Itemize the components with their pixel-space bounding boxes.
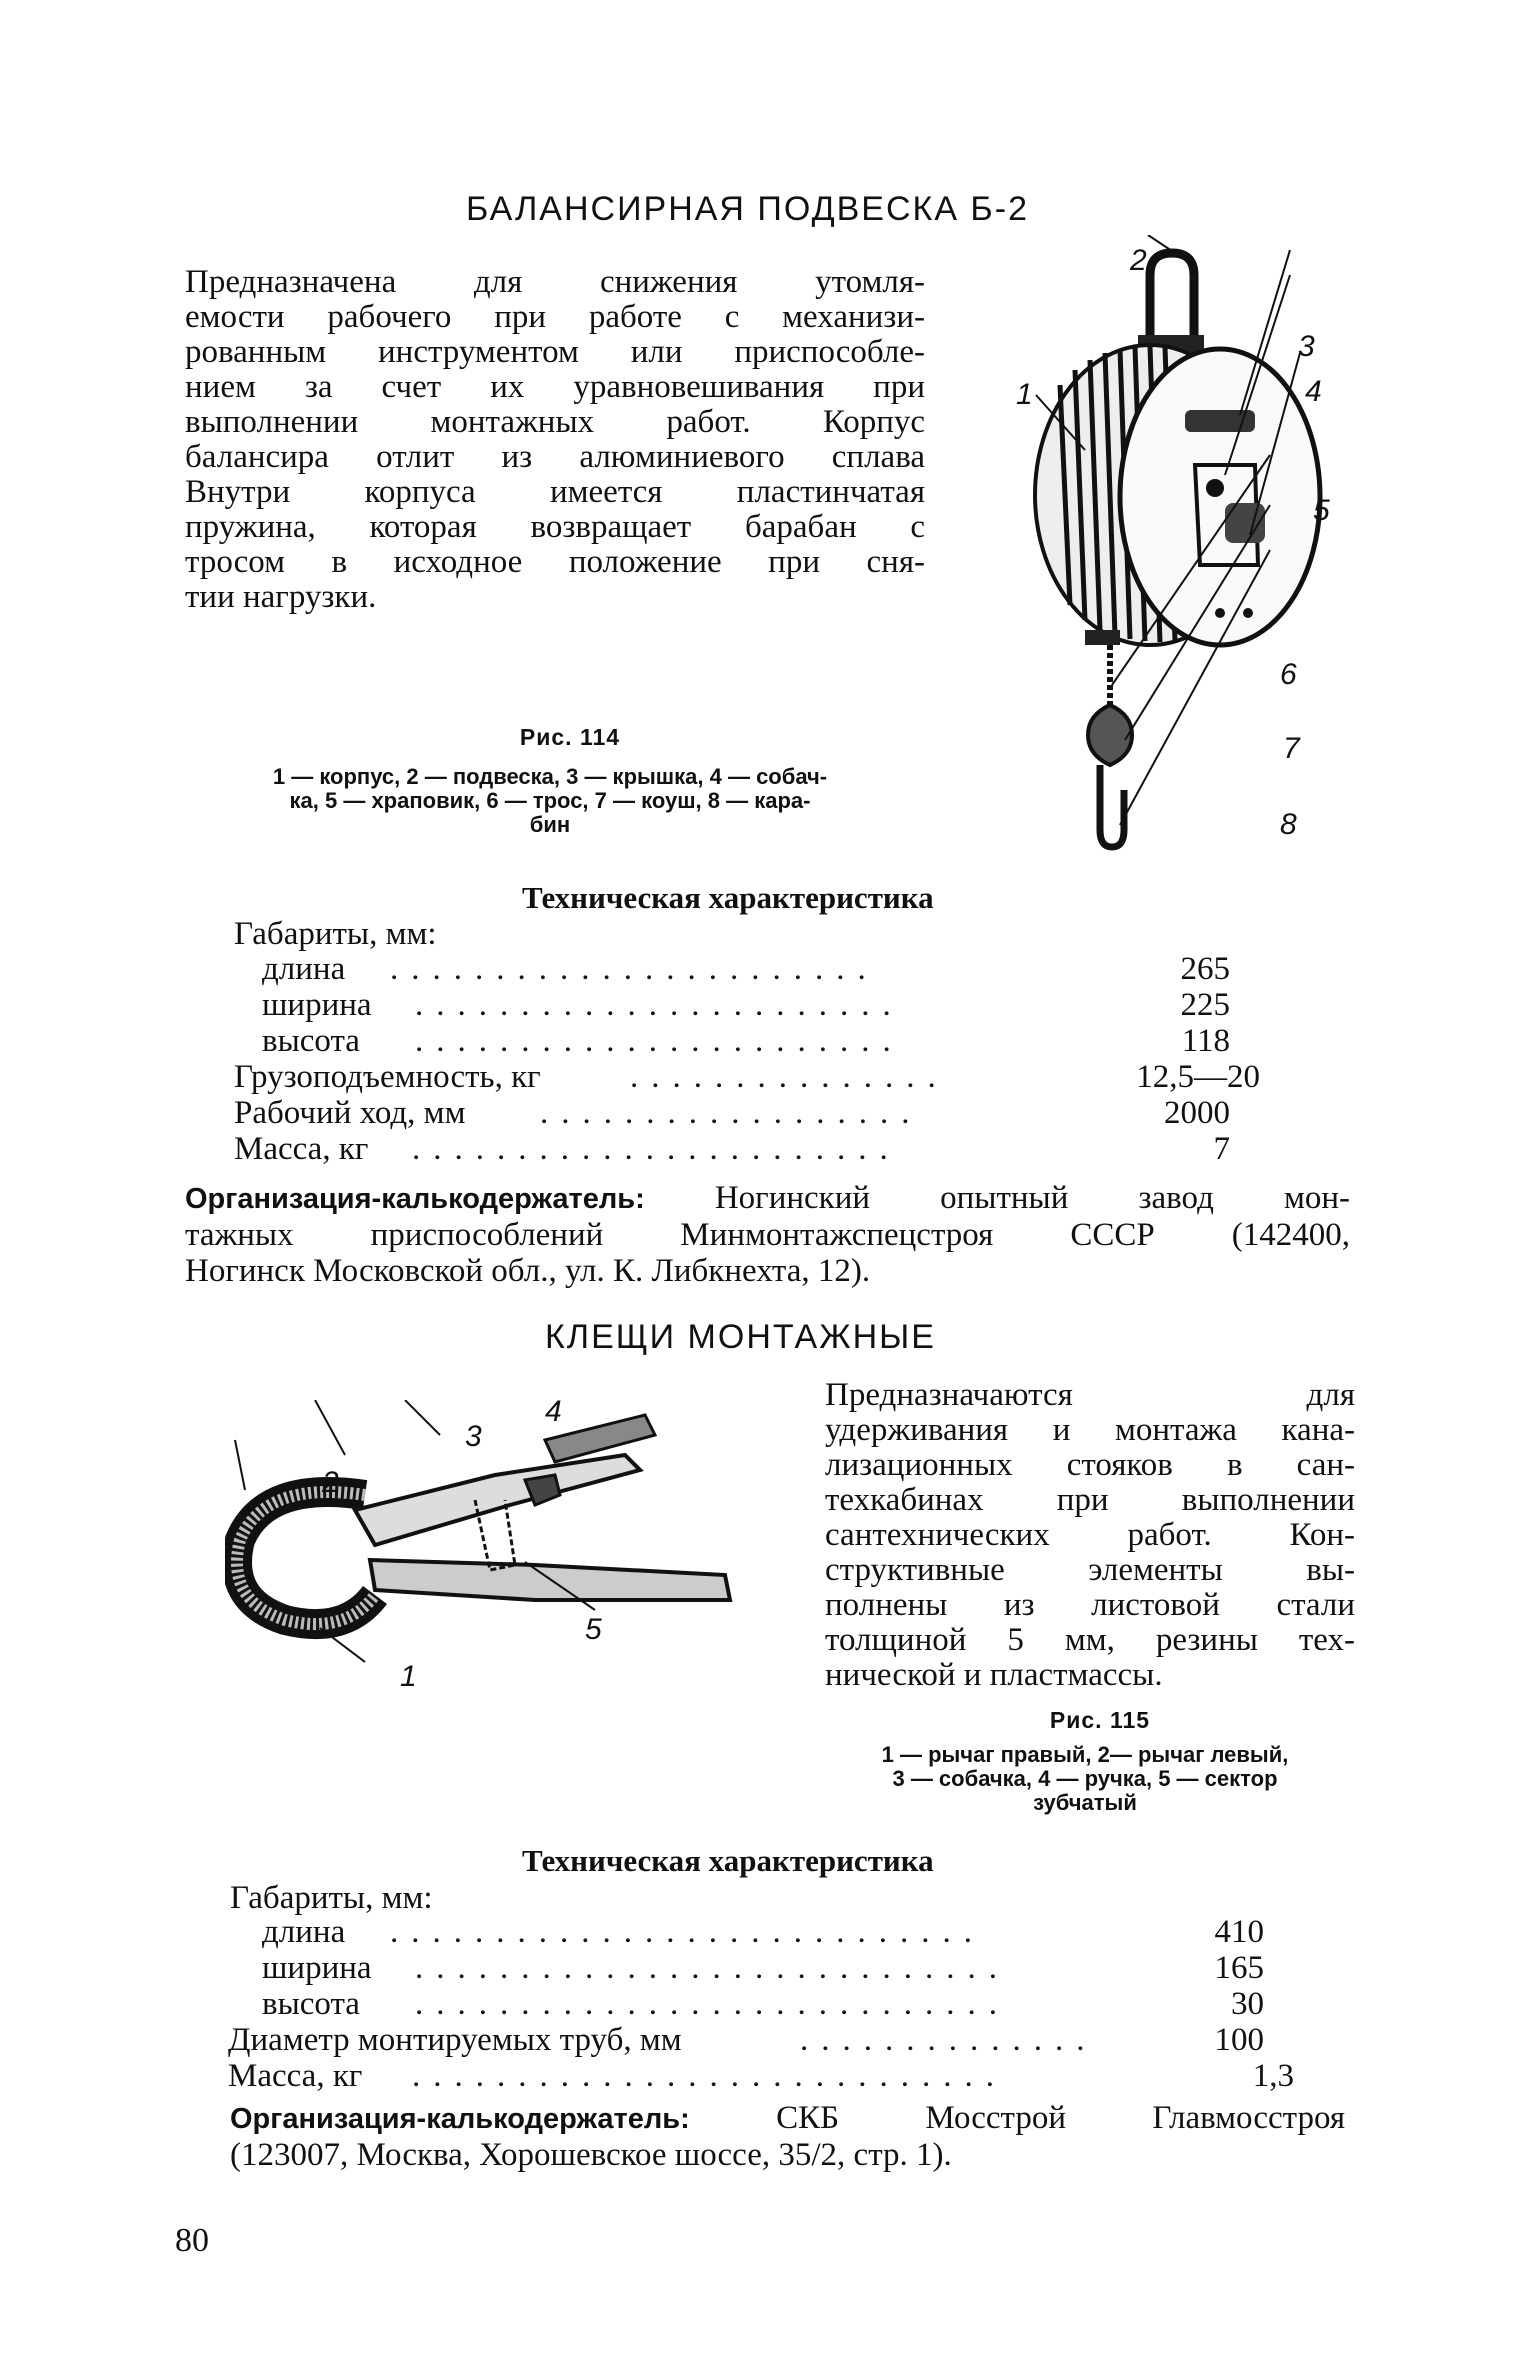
desc-line: нической и пластмассы.: [825, 1657, 1163, 1693]
upper-lever: [355, 1455, 640, 1545]
section2-title: КЛЕЩИ МОНТАЖНЫЕ: [545, 1318, 936, 1356]
spec1-title: Техническая характеристика: [522, 880, 934, 915]
caption-line: бин: [529, 812, 571, 837]
fig114-label-5: 5: [1313, 494, 1330, 527]
desc-line: тросом в исходное положение при сня-: [185, 544, 925, 580]
fig114-label-6: 6: [1280, 658, 1297, 691]
org-line: СКБ Мосстрой Главмосстроя: [776, 2100, 1345, 2136]
pliers-figure: [225, 1400, 745, 1710]
desc-line: нием за счет их уравновешивания при: [185, 369, 925, 405]
spec1-group: Габариты, мм:: [234, 916, 437, 952]
spec-label: Диаметр монтируемых труб, мм: [228, 2022, 682, 2058]
desc-line: полнены из листовой стали: [825, 1587, 1355, 1623]
leader-dots: ............................: [415, 1986, 1010, 2022]
spec-label: ширина: [262, 987, 372, 1023]
spec-label: Рабочий ход, мм: [234, 1095, 466, 1131]
org-line: тажных приспособлений Минмонтажспецстроя СССР (142400,: [185, 1217, 1350, 1253]
spec-value: 100: [1214, 2022, 1264, 2058]
leader-dots: .......................: [412, 1131, 901, 1167]
caption-line: 1 — корпус, 2 — подвеска, 3 — крышка, 4 — собач-: [272, 764, 828, 789]
spec2-group: Габариты, мм:: [230, 1880, 433, 1916]
fig115-label-2: 2: [322, 1466, 339, 1499]
org-line: (123007, Москва, Хорошевское шоссе, 35/2, стр. 1).: [230, 2137, 952, 2173]
org-label: Организация-калькодержатель:: [185, 1183, 645, 1215]
desc-line: выполнении монтажных работ. Корпус: [185, 404, 925, 440]
spec-value: 118: [1181, 1023, 1230, 1059]
spec-value: 7: [1213, 1131, 1230, 1167]
spec-label: высота: [262, 1023, 360, 1059]
leader-dots: .......................: [390, 951, 879, 987]
section2-organization: [230, 2100, 1345, 2173]
fig114-label-7: 7: [1283, 732, 1300, 765]
leader-dots: ..............: [800, 2022, 1098, 2058]
spec-label: длина: [262, 951, 346, 987]
spec-value: 265: [1180, 951, 1230, 987]
desc-line: пружина, которая возвращает барабан с: [185, 509, 925, 545]
fig114-label-8: 8: [1280, 808, 1297, 841]
spec-label: Грузоподъемность, кг: [234, 1059, 541, 1095]
fig114-label-4: 4: [1305, 375, 1322, 408]
section1-description: [185, 265, 925, 615]
desc-line: рованным инструментом или приспособле-: [185, 334, 925, 370]
org-line: Ногинск Московской обл., ул. К. Либкнехта, 12).: [185, 1253, 871, 1289]
spec-value: 1,3: [1252, 2058, 1294, 2094]
spec-label: Масса, кг: [234, 1131, 369, 1167]
desc-line: емости рабочего при работе с механизи-: [185, 299, 925, 335]
hanger-loop: [1150, 253, 1194, 340]
desc-line: лизационных стояков в сан-: [825, 1447, 1355, 1483]
spec-value: 30: [1231, 1986, 1264, 2022]
desc-line: толщиной 5 мм, резины тех-: [825, 1622, 1355, 1658]
leader-dots: ............................: [415, 1950, 1010, 1986]
fig115-title: Рис. 115: [1049, 1707, 1151, 1733]
carabiner: [1100, 765, 1124, 847]
spec-value: 165: [1214, 1950, 1264, 1986]
spec-label: Масса, кг: [228, 2058, 363, 2094]
page-number: 80: [175, 2222, 209, 2259]
fig115-caption: [800, 1743, 1370, 1815]
fig114-label-3: 3: [1298, 330, 1315, 363]
fig115-label-4: 4: [545, 1395, 562, 1428]
leader-dots: ............................: [412, 2058, 1007, 2094]
leader-dots: .......................: [415, 987, 904, 1023]
desc-line: тии нагрузки.: [185, 579, 377, 615]
spec-label: длина: [262, 1914, 346, 1950]
pawl-pivot: [1206, 479, 1224, 497]
desc-line: удерживания и монтажа кана-: [825, 1412, 1355, 1448]
caption-line: 3 — собачка, 4 — ручка, 5 — сектор: [892, 1766, 1278, 1791]
spec-value: 12,5—20: [1136, 1059, 1260, 1095]
desc-line: Предназначаются для: [825, 1377, 1355, 1413]
fig114-title: Рис. 114: [519, 724, 621, 750]
desc-line: сантехнических работ. Кон-: [825, 1517, 1355, 1553]
spec-label: высота: [262, 1986, 360, 2022]
desc-line: балансира отлит из алюминиевого сплава: [185, 439, 925, 475]
spec-value: 2000: [1164, 1095, 1230, 1131]
section1-organization: [185, 1180, 1350, 1289]
fig114-label-1: 1: [1016, 378, 1033, 411]
org-label: Организация-калькодержатель:: [230, 2103, 690, 2135]
fig115-label-3: 3: [465, 1420, 482, 1453]
desc-line: Предназначена для снижения утомля-: [185, 264, 925, 300]
balancer-figure: [1000, 235, 1340, 885]
fig114-caption: [170, 765, 930, 837]
section2-description: [825, 1378, 1355, 1693]
spec2-title: Техническая характеристика: [522, 1843, 934, 1878]
leader-dots: ..................: [540, 1095, 923, 1131]
leader-dots: ............................: [390, 1914, 985, 1950]
spec-label: ширина: [262, 1950, 372, 1986]
desc-line: структивные элементы вы-: [825, 1552, 1355, 1588]
desc-line: Внутри корпуса имеется пластинчатая: [185, 474, 925, 510]
fig114-label-2: 2: [1130, 244, 1147, 277]
fig115-label-5: 5: [585, 1613, 602, 1646]
leader-dots: .......................: [415, 1023, 904, 1059]
caption-line: ка, 5 — храповик, 6 — трос, 7 — коуш, 8 — кара-: [289, 788, 811, 813]
org-line: Ногинский опытный завод мон-: [714, 1180, 1351, 1216]
spec-value: 410: [1214, 1914, 1264, 1950]
desc-line: техкабинах при выполнении: [825, 1482, 1355, 1518]
section1-title: БАЛАНСИРНАЯ ПОДВЕСКА Б-2: [466, 190, 1029, 228]
caption-line: зубчатый: [1033, 1790, 1137, 1815]
caption-line: 1 — рычаг правый, 2— рычаг левый,: [881, 1742, 1289, 1767]
thimble: [1088, 705, 1132, 765]
drum-face: [1120, 349, 1320, 645]
spec-value: 225: [1180, 987, 1230, 1023]
leader-dots: ...............: [630, 1059, 949, 1095]
fig115-label-1: 1: [400, 1660, 417, 1693]
